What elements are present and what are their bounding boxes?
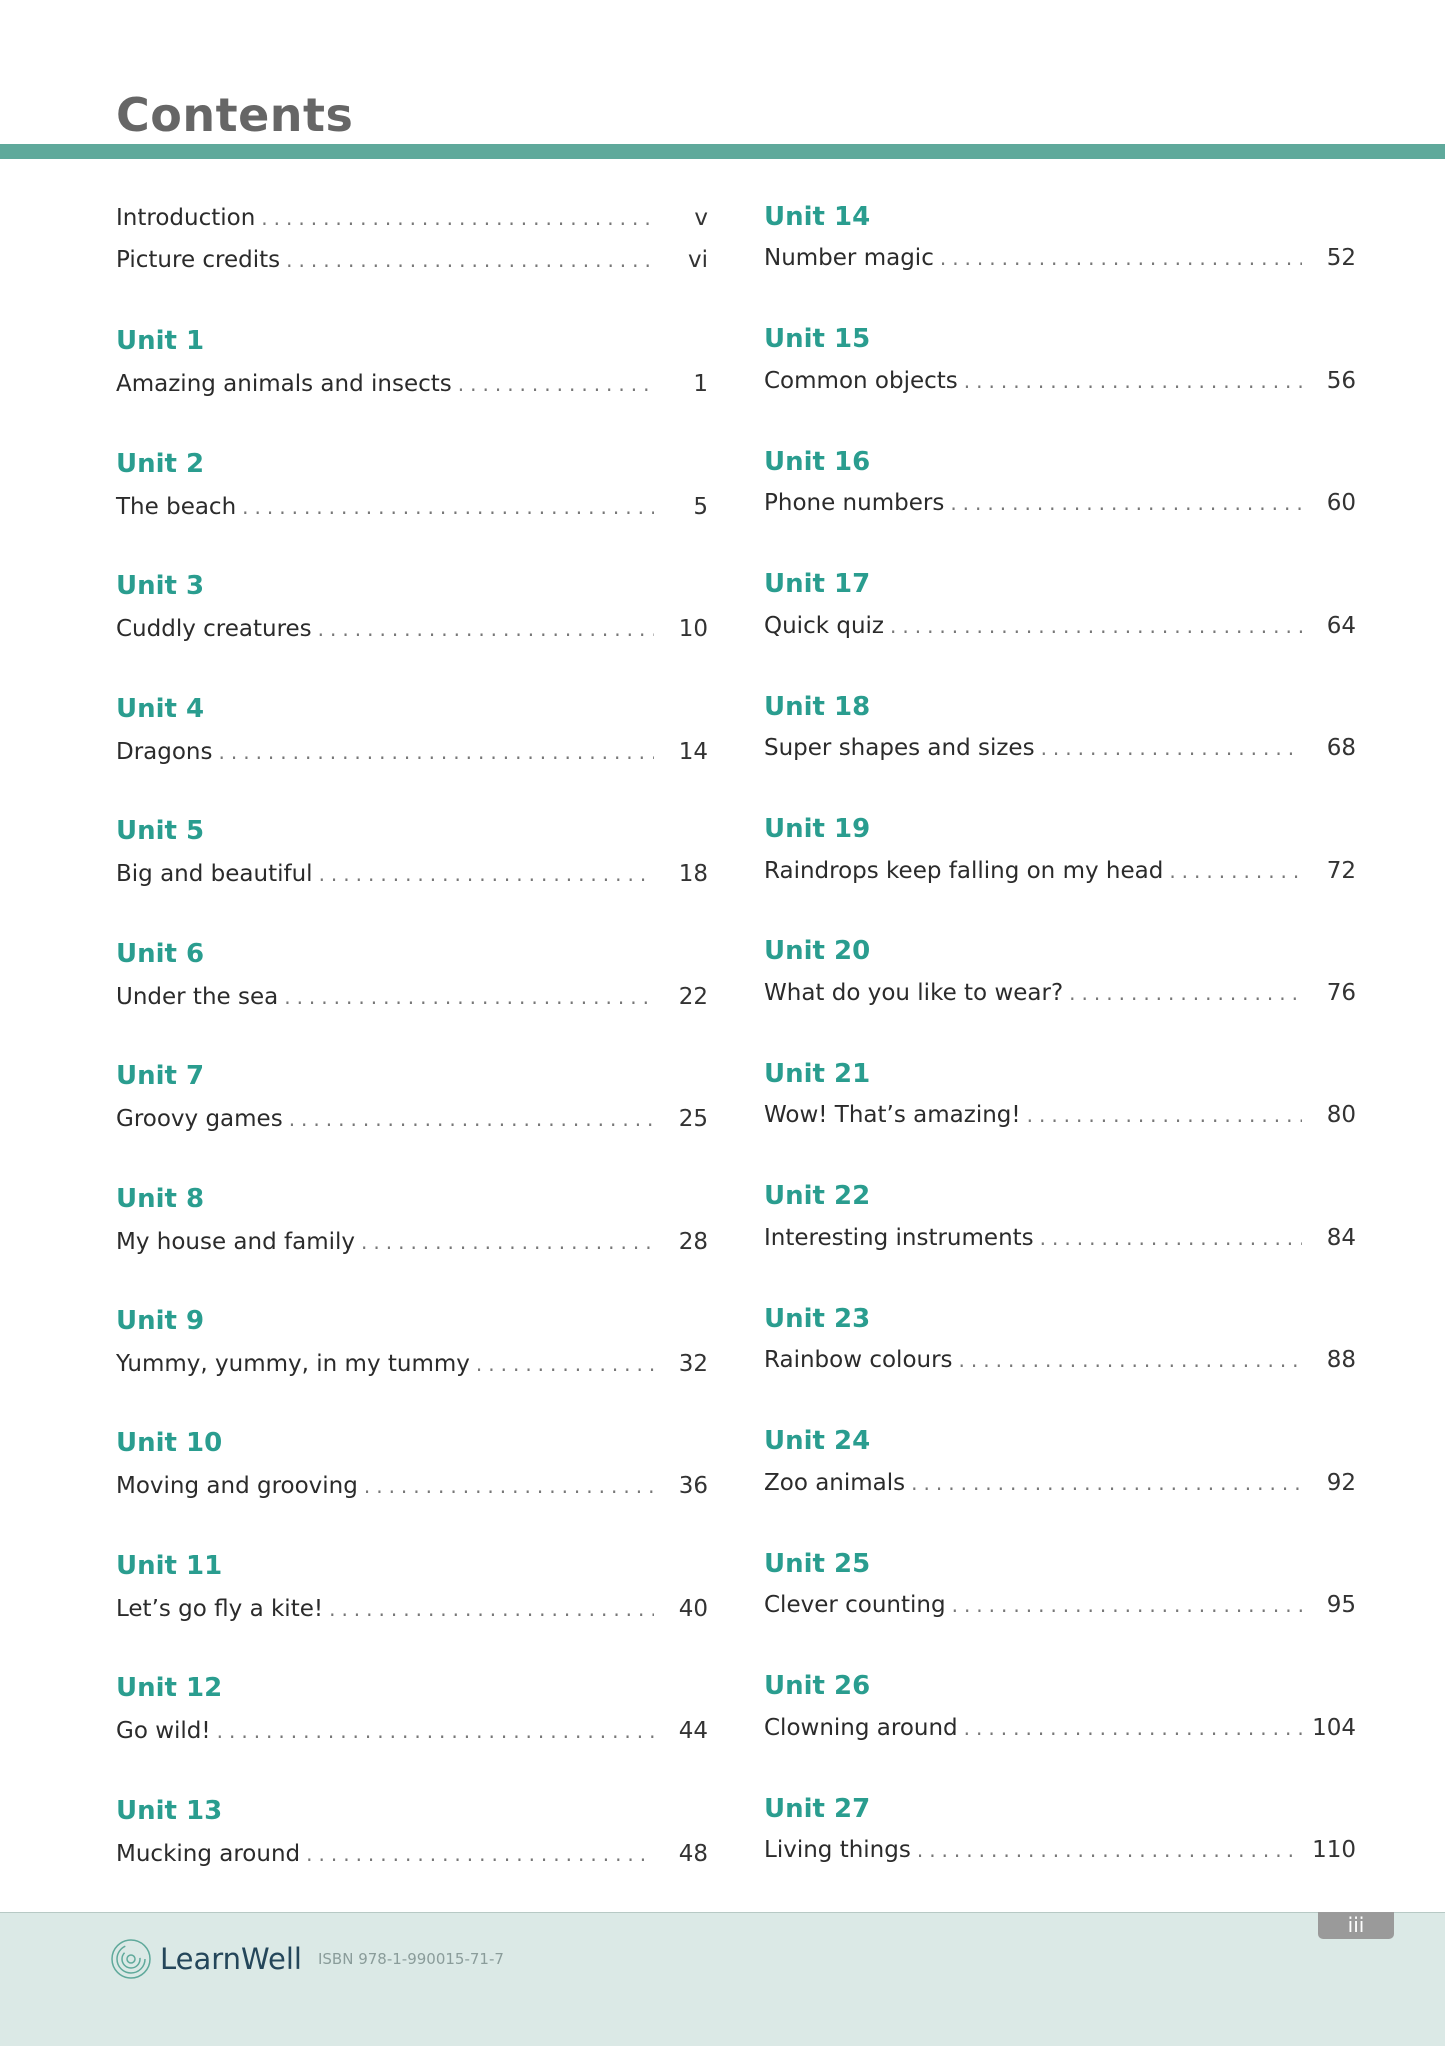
dot-leader — [917, 1838, 1302, 1862]
dot-leader — [219, 740, 655, 764]
dot-leader — [959, 1348, 1302, 1372]
unit-heading: Unit 23 — [764, 1304, 871, 1334]
dot-leader — [458, 372, 654, 396]
dot-leader — [364, 1474, 654, 1498]
toc-entry[interactable] — [764, 1102, 1356, 1134]
unit-heading: Unit 1 — [116, 326, 205, 356]
unit-heading: Unit 4 — [116, 694, 205, 724]
toc-entry-page: 104 — [1312, 1715, 1356, 1741]
toc-entry[interactable] — [116, 984, 708, 1016]
toc-entry-page: 72 — [1326, 858, 1356, 884]
toc-entry-page: 5 — [693, 494, 708, 520]
dot-leader — [952, 1593, 1302, 1617]
unit-heading: Unit 20 — [764, 936, 871, 966]
unit-heading: Unit 18 — [764, 692, 871, 722]
toc-entry-title: Wow! That’s amazing! — [764, 1102, 1021, 1128]
toc-entry[interactable] — [764, 1225, 1356, 1257]
dot-leader — [286, 248, 654, 272]
unit-heading: Unit 8 — [116, 1184, 205, 1214]
toc-entry-page: 92 — [1326, 1470, 1356, 1496]
dot-leader — [319, 862, 654, 886]
toc-entry-page: 25 — [678, 1106, 708, 1132]
unit-heading: Unit 3 — [116, 571, 205, 601]
toc-entry-title: Phone numbers — [764, 490, 945, 516]
toc-entry[interactable] — [116, 494, 708, 526]
toc-entry[interactable] — [764, 245, 1356, 277]
toc-entry-title: Raindrops keep falling on my head — [764, 858, 1164, 884]
toc-entry[interactable] — [116, 1841, 708, 1873]
toc-entry[interactable] — [764, 735, 1356, 767]
toc-entry-title: Super shapes and sizes — [764, 735, 1035, 761]
toc-entry-page: 40 — [678, 1596, 708, 1622]
toc-entry[interactable] — [764, 1592, 1356, 1624]
toc-entry-title: Go wild! — [116, 1718, 211, 1744]
dot-leader — [261, 206, 654, 230]
unit-heading: Unit 12 — [116, 1673, 223, 1703]
spiral-logo-icon — [110, 1938, 152, 1980]
dot-leader — [361, 1230, 654, 1254]
dot-leader — [964, 369, 1302, 393]
toc-entry-page: 95 — [1326, 1592, 1356, 1618]
toc-entry[interactable] — [764, 368, 1356, 400]
toc-entry[interactable] — [764, 980, 1356, 1012]
toc-entry-page: 14 — [678, 739, 708, 765]
unit-heading: Unit 27 — [764, 1794, 871, 1824]
unit-heading: Unit 11 — [116, 1551, 223, 1581]
unit-heading: Unit 6 — [116, 939, 205, 969]
toc-entry[interactable] — [116, 739, 708, 771]
toc-entry-page: 48 — [678, 1841, 708, 1867]
toc-entry-page: 84 — [1326, 1225, 1356, 1251]
dot-leader — [964, 1716, 1302, 1740]
dot-leader — [318, 617, 654, 641]
toc-entry-title: Picture credits — [116, 247, 281, 273]
toc-entry-title: Big and beautiful — [116, 861, 313, 887]
dot-leader — [1041, 736, 1302, 760]
toc-entry-title: Dragons — [116, 739, 213, 765]
toc-entry-title: Zoo animals — [764, 1470, 906, 1496]
dot-leader — [217, 1719, 654, 1743]
page-number-tab: iii — [1318, 1912, 1394, 1939]
unit-heading: Unit 25 — [764, 1549, 871, 1579]
toc-entry-title: The beach — [116, 494, 237, 520]
toc-entry[interactable] — [764, 1470, 1356, 1502]
toc-entry[interactable] — [116, 616, 708, 648]
toc-entry-title: My house and family — [116, 1229, 356, 1255]
toc-entry-introduction[interactable] — [116, 205, 708, 237]
toc-entry-title: Amazing animals and insects — [116, 371, 452, 397]
toc-entry-title: Number magic — [764, 245, 934, 271]
unit-heading: Unit 13 — [116, 1796, 223, 1826]
toc-entry-picture-credits[interactable] — [116, 247, 708, 279]
toc-entry-page: 80 — [1326, 1102, 1356, 1128]
unit-heading: Unit 7 — [116, 1061, 205, 1091]
unit-heading: Unit 24 — [764, 1426, 871, 1456]
toc-entry-title: Mucking around — [116, 1841, 301, 1867]
toc-entry[interactable] — [764, 1837, 1356, 1869]
toc-entry[interactable] — [116, 1106, 708, 1138]
toc-entry-title: What do you like to wear? — [764, 980, 1064, 1006]
toc-entry-page: 10 — [678, 616, 708, 642]
toc-entry-page: 36 — [678, 1473, 708, 1499]
toc-entry-title: Cuddly creatures — [116, 616, 312, 642]
toc-entry-title: Interesting instruments — [764, 1225, 1034, 1251]
toc-entry-page: 52 — [1326, 245, 1356, 271]
toc-entry-page: vi — [687, 247, 708, 273]
unit-heading: Unit 22 — [764, 1181, 871, 1211]
page-title: Contents — [116, 88, 354, 142]
toc-entry[interactable] — [764, 1347, 1356, 1379]
title-rule — [0, 144, 1445, 159]
toc-entry-page: 44 — [678, 1718, 708, 1744]
unit-heading: Unit 9 — [116, 1306, 205, 1336]
toc-entry-title: Clever counting — [764, 1592, 946, 1618]
dot-leader — [1040, 1226, 1302, 1250]
toc-entry-title: Living things — [764, 1837, 911, 1863]
toc-entry[interactable] — [764, 858, 1356, 890]
logo-wordmark: LearnWell — [160, 1942, 302, 1976]
dot-leader — [1169, 859, 1302, 883]
publisher-logo — [110, 1938, 504, 1980]
dot-leader — [940, 246, 1302, 270]
unit-heading: Unit 17 — [764, 569, 871, 599]
toc-entry-title: Rainbow colours — [764, 1347, 953, 1373]
toc-entry[interactable] — [116, 1229, 708, 1261]
dot-leader — [890, 614, 1302, 638]
unit-heading: Unit 10 — [116, 1428, 223, 1458]
toc-entry-title: Yummy, yummy, in my tummy — [116, 1351, 470, 1377]
dot-leader — [306, 1842, 654, 1866]
toc-entry-title: Clowning around — [764, 1715, 958, 1741]
toc-entry-page: 76 — [1326, 980, 1356, 1006]
dot-leader — [1027, 1103, 1302, 1127]
toc-entry-title: Let’s go fly a kite! — [116, 1596, 324, 1622]
unit-heading: Unit 26 — [764, 1671, 871, 1701]
dot-leader — [284, 985, 654, 1009]
toc-entry[interactable] — [116, 1596, 708, 1628]
dot-leader — [476, 1352, 654, 1376]
toc-entry[interactable] — [116, 371, 708, 403]
dot-leader — [289, 1107, 654, 1131]
toc-entry-title: Moving and grooving — [116, 1473, 358, 1499]
toc-entry[interactable] — [764, 1715, 1356, 1747]
unit-heading: Unit 14 — [764, 202, 871, 232]
unit-heading: Unit 16 — [764, 447, 871, 477]
toc-entry-title: Quick quiz — [764, 613, 884, 639]
unit-heading: Unit 2 — [116, 449, 205, 479]
toc-entry-page: 1 — [693, 371, 708, 397]
toc-entry[interactable] — [116, 1473, 708, 1505]
dot-leader — [242, 495, 654, 519]
toc-entry-title: Introduction — [116, 205, 256, 231]
toc-entry-title: Groovy games — [116, 1106, 283, 1132]
toc-entry-page: v — [694, 205, 708, 231]
dot-leader — [1069, 981, 1302, 1005]
toc-entry-page: 32 — [678, 1351, 708, 1377]
isbn-text: ISBN 978-1-990015-71-7 — [317, 1950, 504, 1968]
toc-entry-page: 28 — [678, 1229, 708, 1255]
toc-entry[interactable] — [764, 490, 1356, 522]
unit-heading: Unit 19 — [764, 814, 871, 844]
toc-entry-page: 56 — [1326, 368, 1356, 394]
toc-entry-page: 60 — [1326, 490, 1356, 516]
toc-entry-title: Common objects — [764, 368, 958, 394]
toc-entry-page: 88 — [1326, 1347, 1356, 1373]
toc-entry-page: 110 — [1312, 1837, 1356, 1863]
unit-heading: Unit 21 — [764, 1059, 871, 1089]
toc-entry[interactable] — [116, 1718, 708, 1750]
toc-entry-title: Under the sea — [116, 984, 279, 1010]
dot-leader — [329, 1597, 654, 1621]
toc-entry-page: 64 — [1326, 613, 1356, 639]
toc-entry-page: 68 — [1326, 735, 1356, 761]
toc-entry[interactable] — [116, 861, 708, 893]
toc-entry[interactable] — [764, 613, 1356, 645]
dot-leader — [950, 491, 1302, 515]
toc-entry-page: 18 — [678, 861, 708, 887]
toc-entry[interactable] — [116, 1351, 708, 1383]
unit-heading: Unit 5 — [116, 816, 205, 846]
unit-heading: Unit 15 — [764, 324, 871, 354]
dot-leader — [911, 1471, 1302, 1495]
toc-entry-page: 22 — [678, 984, 708, 1010]
